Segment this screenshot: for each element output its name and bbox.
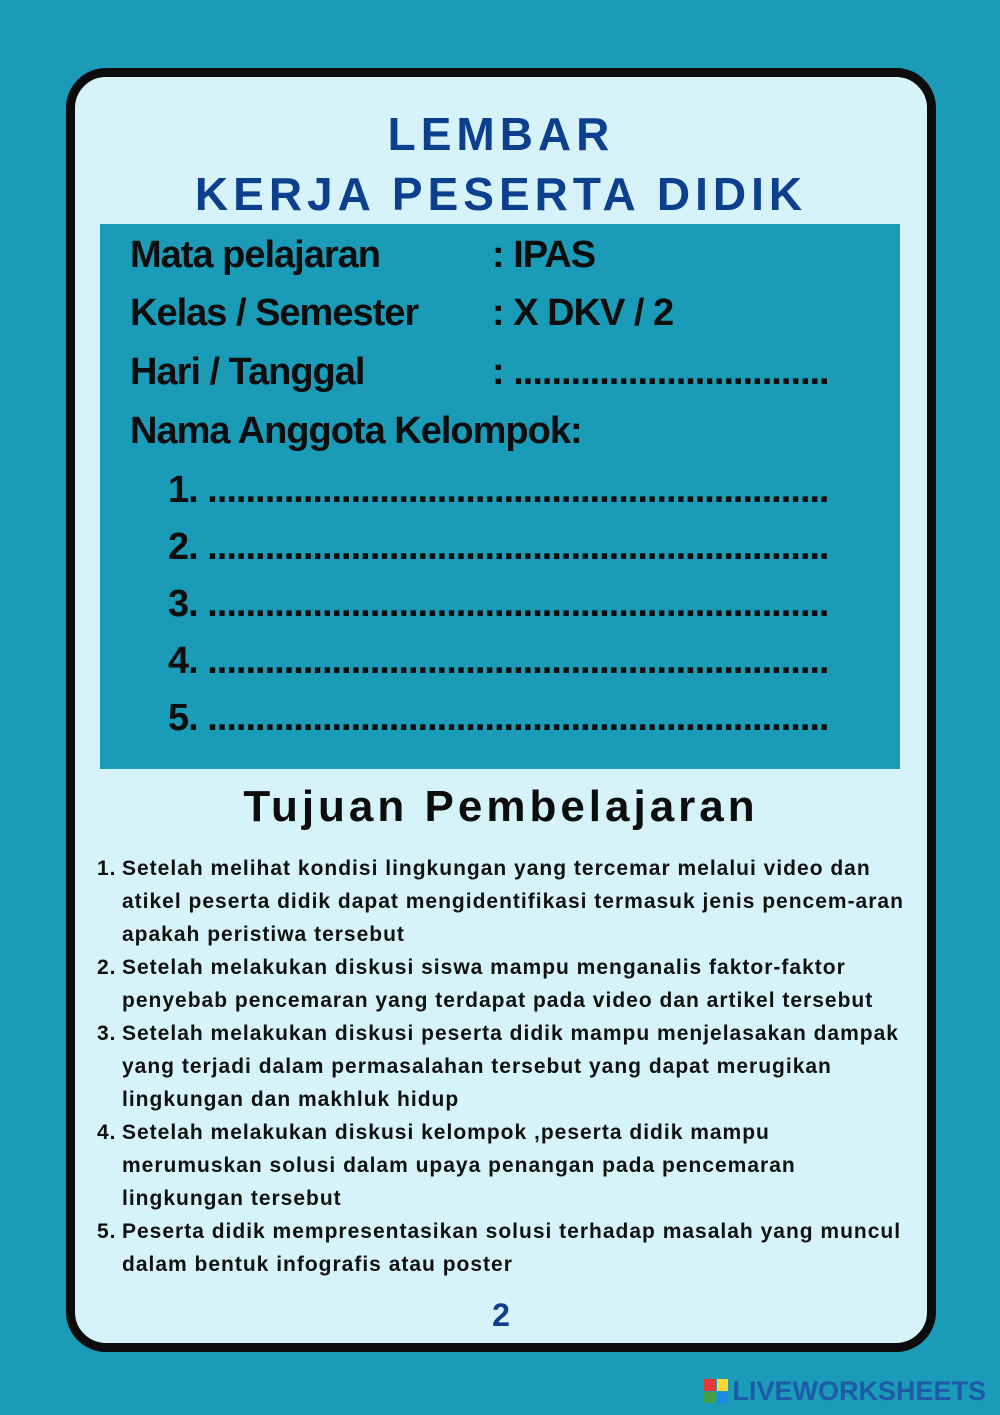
liveworksheets-brand[interactable] xyxy=(704,1376,986,1406)
member-field-4[interactable]: 4. ................................................................. xyxy=(168,640,829,682)
subject-value: : IPAS xyxy=(492,234,596,276)
objective-item xyxy=(97,1215,912,1281)
objective-text: Peserta didik mempresentasikan solusi terhadap masalah yang muncul dalam bentuk infografis atau poster xyxy=(122,1220,902,1276)
objective-item xyxy=(97,1116,912,1215)
objectives-list xyxy=(97,852,912,1281)
objective-text: Setelah melakukan diskusi siswa mampu menganalis faktor-faktor penyebab pencemaran yang terdapat pada video dan artikel tersebut xyxy=(122,956,874,1012)
objective-item xyxy=(97,951,912,1017)
member-field-5[interactable]: 5. ................................................................. xyxy=(168,697,829,739)
worksheet-title-line2: KERJA PESERTA DIDIK xyxy=(194,168,808,220)
objective-number: 5. xyxy=(97,1220,117,1243)
worksheet-title-line1: LEMBAR xyxy=(387,108,615,160)
student-info-panel xyxy=(100,224,900,769)
objective-text: Setelah melakukan diskusi peserta didik mampu menjelasakan dampak yang terjadi dalam permasalahan tersebut yang dapat merugikan lingkungan dan makhluk hidup xyxy=(122,1022,899,1111)
liveworksheets-logo-icon xyxy=(704,1379,728,1403)
page-number: 2 xyxy=(492,1297,510,1333)
objective-text: Setelah melakukan diskusi kelompok ,peserta didik mampu merumuskan solusi dalam upaya penangan pada pencemaran lingkungan tersebut xyxy=(122,1121,796,1210)
class-row xyxy=(130,292,673,335)
objective-item xyxy=(97,1017,912,1116)
objective-number: 1. xyxy=(97,857,117,880)
objective-number: 4. xyxy=(97,1121,117,1144)
class-label: Kelas / Semester xyxy=(130,292,419,334)
brand-name: LIVEWORKSHEETS xyxy=(732,1375,986,1406)
subject-label: Mata pelajaran xyxy=(130,234,380,276)
members-label: Nama Anggota Kelompok: xyxy=(130,410,582,452)
objective-number: 3. xyxy=(97,1022,117,1045)
member-field-3[interactable]: 3. ................................................................. xyxy=(168,583,829,625)
date-label: Hari / Tanggal xyxy=(130,351,365,393)
date-row xyxy=(130,351,829,394)
member-field-1[interactable]: 1. ................................................................. xyxy=(168,469,829,511)
worksheet-card xyxy=(66,68,936,1352)
subject-row xyxy=(130,234,595,277)
objective-number: 2. xyxy=(97,956,117,979)
objective-text: Setelah melihat kondisi lingkungan yang tercemar melalui video dan atikel peserta didik dapat mengidentifikasi termasuk jenis pencem-aran apakah peristiwa tersebut xyxy=(122,857,904,946)
objective-item xyxy=(97,852,912,951)
date-field[interactable]: : ................................. xyxy=(492,351,829,393)
member-field-2[interactable]: 2. ................................................................. xyxy=(168,526,829,568)
objectives-title: Tujuan Pembelajaran xyxy=(243,782,759,831)
class-value: : X DKV / 2 xyxy=(492,292,674,334)
